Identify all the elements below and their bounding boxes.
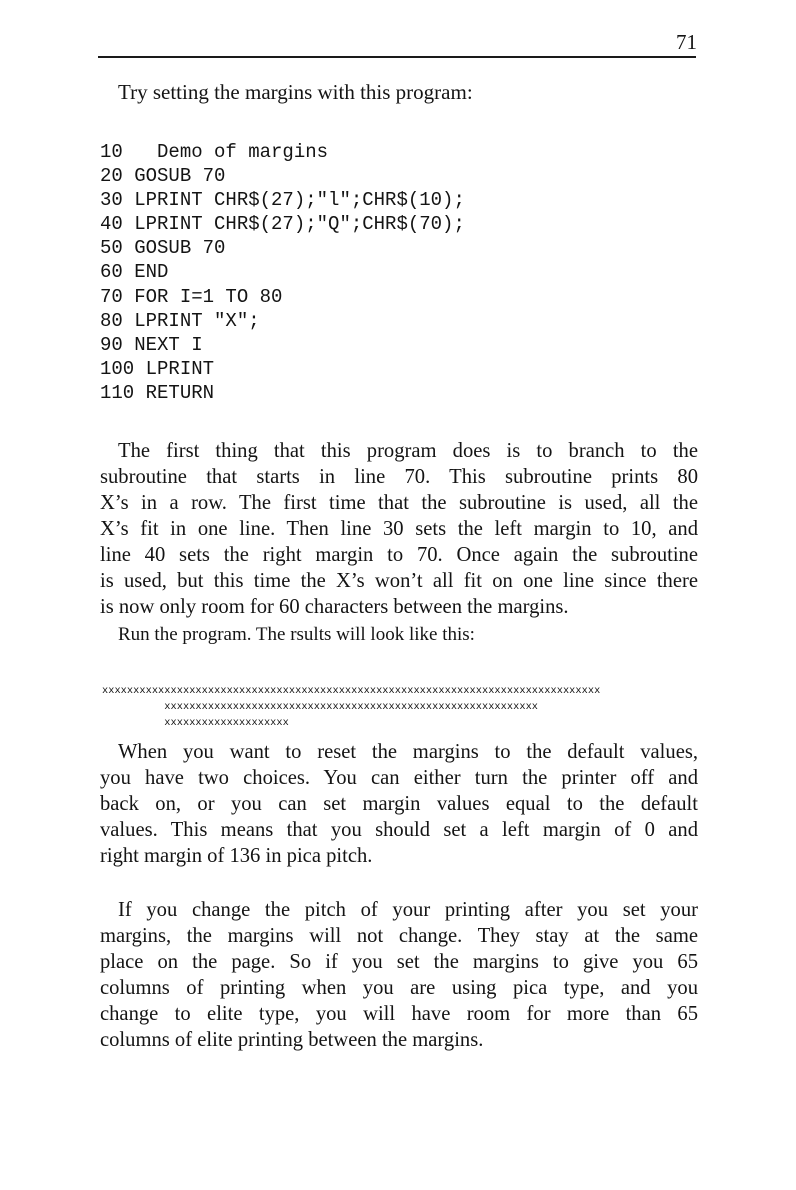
printer-output — [102, 683, 600, 731]
output-line: xxxxxxxxxxxxxxxxxxxxxxxxxxxxxxxxxxxxxxxxxxxxxxxxxxxxxxxxxxxx — [102, 701, 539, 713]
program-line: 110 RETURN — [100, 381, 215, 404]
paragraph-line: columns of printing when you are using pica type, and you — [100, 977, 698, 999]
paragraph-line: is used, but this time the X’s won’t all fit on one line since there — [100, 570, 698, 592]
program-line: 70 FOR I=1 TO 80 — [100, 285, 283, 308]
paragraph-line: margins, the margins will not change. They stay at the same — [100, 925, 698, 947]
program-line: 80 LPRINT "X"; — [100, 309, 260, 332]
paragraph-line: subroutine that starts in line 70. This subroutine prints 80 — [100, 466, 698, 488]
paragraph-line: back on, or you can set margin values equal to the default — [100, 793, 698, 815]
program-line: 40 LPRINT CHR$(27);"Q";CHR$(70); — [100, 213, 465, 236]
program-line: 20 GOSUB 70 — [100, 165, 226, 188]
paragraph-line: X’s fit in one line. Then line 30 sets the left margin to 10, and — [100, 518, 698, 540]
program-line: 30 LPRINT CHR$(27);"l";CHR$(10); — [100, 189, 465, 212]
header-rule — [98, 56, 696, 58]
paragraph-line: right margin of 136 in pica pitch. — [100, 845, 373, 867]
program-listing — [100, 140, 465, 405]
paragraph-line: is now only room for 60 characters between the margins. — [100, 596, 569, 618]
paragraph-line: When you want to reset the margins to the default values, — [118, 741, 698, 763]
pitch-paragraph — [100, 897, 698, 1053]
explanation-paragraph — [100, 438, 698, 620]
paragraph-line: place on the page. So if you set the margins to give you 65 — [100, 951, 698, 973]
paragraph-line: change to elite type, you will have room for more than 65 — [100, 1003, 698, 1025]
output-line: xxxxxxxxxxxxxxxxxxxx — [102, 717, 289, 729]
run-note — [100, 622, 475, 648]
paragraph-line: line 40 sets the right margin to 70. Once again the subroutine — [100, 544, 698, 566]
paragraph-line: columns of elite printing between the margins. — [100, 1029, 484, 1051]
run-note-line: Run the program. The rsults will look like this: — [118, 624, 475, 645]
paragraph-line: If you change the pitch of your printing after you set your — [118, 899, 698, 921]
program-line: 90 NEXT I — [100, 333, 203, 356]
paragraph-line: The first thing that this program does is to branch to the — [118, 440, 698, 462]
intro-sentence: Try setting the margins with this program: — [118, 80, 473, 104]
page-number: 71 — [676, 30, 697, 54]
output-line: xxxxxxxxxxxxxxxxxxxxxxxxxxxxxxxxxxxxxxxxxxxxxxxxxxxxxxxxxxxxxxxxxxxxxxxxxxxxxxxx — [102, 685, 601, 697]
paragraph-line: values. This means that you should set a left margin of 0 and — [100, 819, 698, 841]
program-line: 60 END — [100, 261, 169, 284]
program-line: 50 GOSUB 70 — [100, 237, 226, 260]
paragraph-line: you have two choices. You can either turn the printer off and — [100, 767, 698, 789]
reset-paragraph — [100, 739, 698, 869]
program-line: 10 Demo of margins — [100, 141, 329, 163]
paragraph-line: X’s in a row. The first time that the subroutine is used, all the — [100, 492, 698, 514]
program-line: 100 LPRINT — [100, 357, 215, 380]
